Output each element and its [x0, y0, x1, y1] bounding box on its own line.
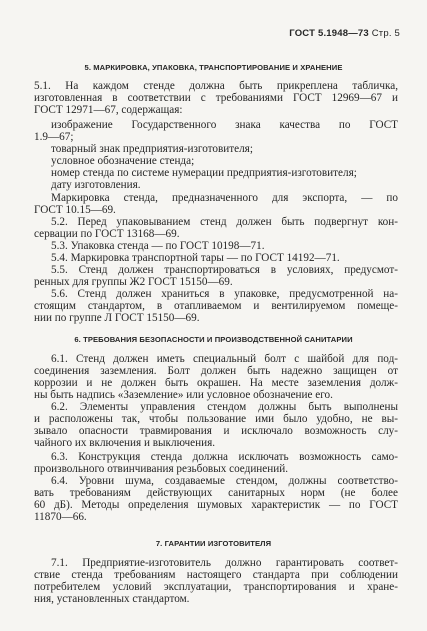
- paragraph-line: 5.2. Перед упаковыванием стенд должен быть подвергнут кон-: [51, 216, 398, 228]
- paragraph-line: потребителем условий эксплуатации, транспортирования и хране-: [34, 581, 398, 593]
- page-number: Стр. 5: [371, 28, 400, 39]
- paragraph-line: коррозии и не должен быть окрашен. На месте заземления долж-: [34, 377, 398, 389]
- paragraph-line: соединения заземления. Болт должен быть надежно защищен от: [34, 365, 398, 377]
- paragraph-line: 6.2. Элементы управления стендом должны быть выполнены: [51, 401, 398, 413]
- standard-number: ГОСТ 5.1948—73: [289, 28, 369, 39]
- paragraph-line: зывало опасности травмирования и исключало возможность слу-: [34, 425, 398, 437]
- paragraph-line: ны быть надпись «Заземление» или условное обозначение его.: [34, 389, 333, 401]
- paragraph-line: и расположены так, чтобы пользование ими было удобно, не вы-: [34, 413, 398, 425]
- section-title: 5. МАРКИРОВКА, УПАКОВКА, ТРАНСПОРТИРОВАНИЕ И ХРАНЕНИЕ: [84, 63, 343, 72]
- paragraph-line: ния, установленных стандартом.: [34, 593, 190, 605]
- paragraph-line: 7.1. Предприятие-изготовитель должно гарантировать соответ-: [51, 557, 398, 569]
- paragraph-line: 5.1. На каждом стенде должна быть прикреплена табличка,: [34, 80, 398, 92]
- page-header: [289, 28, 400, 39]
- paragraph-line: 6.4. Уровни шума, создаваемые стендом, должны соответство-: [51, 475, 398, 487]
- paragraph-line: 5.3. Упаковка стенда — по ГОСТ 10198—71.: [51, 240, 265, 252]
- paragraph-line: вать требованиям действующих санитарных норм (не более: [34, 487, 398, 499]
- paragraph-line: 5.4. Маркировка транспортной тары — по ГОСТ 14192—71.: [51, 252, 340, 264]
- paragraph-line: 1.9—67;: [34, 131, 74, 143]
- paragraph-line: товарный знак предприятия-изготовителя;: [51, 143, 253, 155]
- paragraph-line: изготовленная в соответствии с требованиями ГОСТ 12969—67 и: [34, 92, 398, 104]
- paragraph-line: ГОСТ 10.15—69.: [34, 204, 116, 216]
- section-title: 6. ТРЕБОВАНИЯ БЕЗОПАСНОСТИ И ПРОИЗВОДСТВЕННОЙ САНИТАРИИ: [74, 335, 353, 344]
- paragraph-line: условное обозначение стенда;: [51, 155, 195, 167]
- paragraph-line: 5.6. Стенд должен храниться в упаковке, предусмотренной на-: [51, 288, 398, 300]
- paragraph-line: нии по группе Л ГОСТ 15150—69.: [34, 312, 200, 324]
- paragraph-line: номер стенда по системе нумерации предприятия-изготовителя;: [51, 167, 357, 179]
- section-title: 7. ГАРАНТИИ ИЗГОТОВИТЕЛЯ: [155, 539, 272, 548]
- paragraph-line: произвольного отвинчивания резьбовых соединений.: [34, 463, 289, 475]
- paragraph-line: чайного их включения и выключения.: [34, 437, 216, 449]
- paragraph-line: дату изготовления.: [51, 179, 141, 191]
- paragraph-line: стоящим стандартом, в отапливаемом и вентилируемом помеще-: [34, 300, 398, 312]
- paragraph-line: изображение Государственного знака качества по ГОСТ: [51, 119, 398, 131]
- paragraph-line: ствие стенда требованиям настоящего стандарта при соблюдении: [34, 569, 398, 581]
- paragraph-line: 6.3. Конструкция стенда должна исключать возможность само-: [51, 451, 398, 463]
- paragraph-line: 60 дБ). Методы определения шумовых характеристик — по ГОСТ: [34, 499, 398, 511]
- paragraph-line: ГОСТ 12971—67, содержащая:: [34, 104, 183, 116]
- paragraph-line: 11870—66.: [34, 511, 87, 523]
- paragraph-line: ренных для группы Ж2 ГОСТ 15150—69.: [34, 276, 233, 288]
- paragraph-line: 6.1. Стенд должен иметь специальный болт с шайбой для под-: [51, 353, 398, 365]
- paragraph-line: сервации по ГОСТ 13168—69.: [34, 228, 180, 240]
- paragraph-line: 5.5. Стенд должен транспортироваться в условиях, предусмот-: [51, 264, 398, 276]
- paragraph-line: Маркировка стенда, предназначенного для экспорта, — по: [51, 192, 398, 204]
